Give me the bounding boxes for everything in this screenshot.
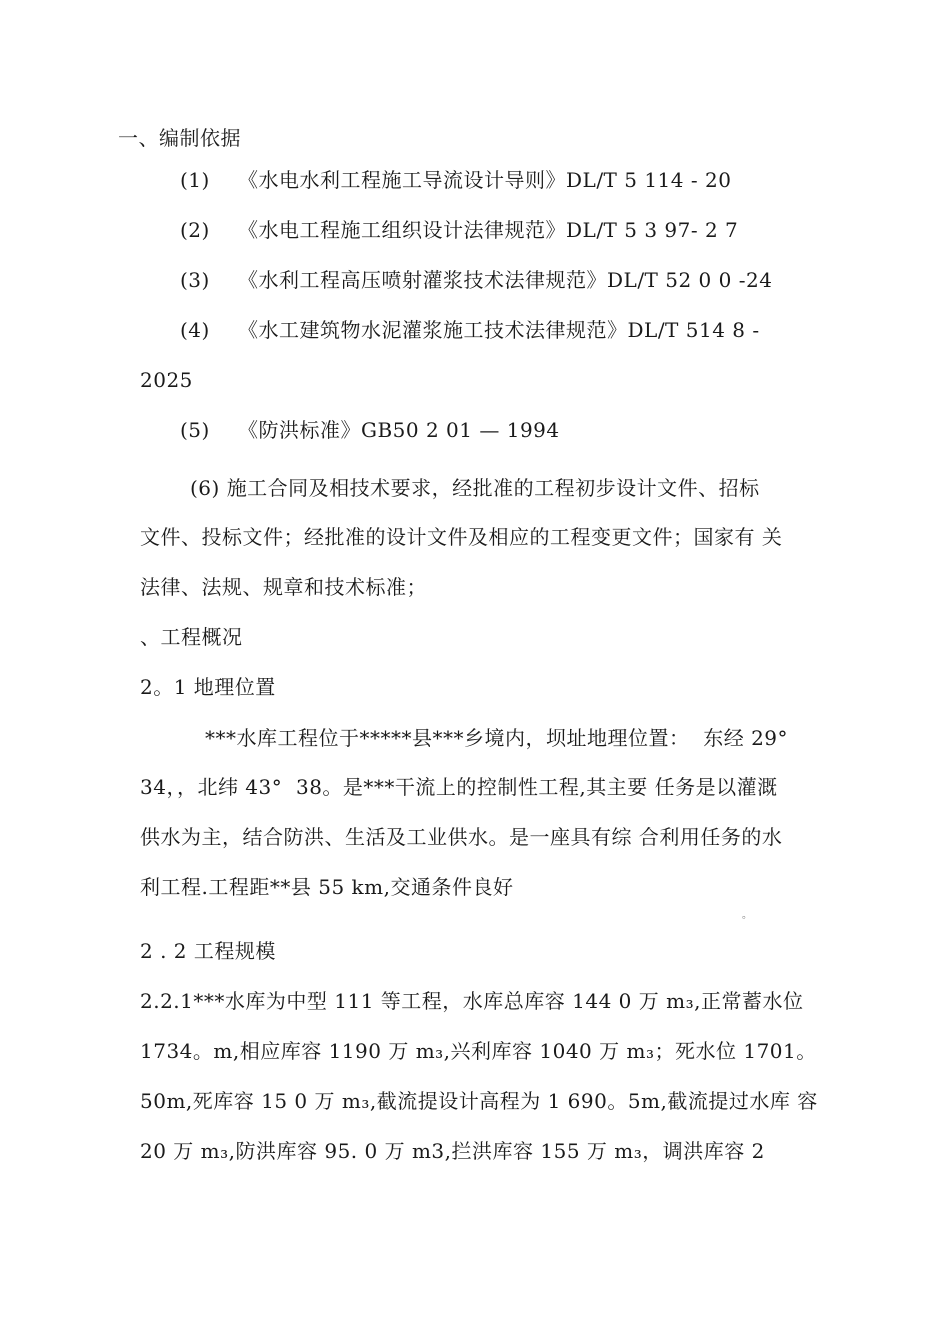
- scale-para-line-2: 1734。m,相应库容 1190 万 m₃,兴利库容 1040 万 m₃；死水位 1701。: [140, 1039, 817, 1063]
- ref-text-5: 《防洪标准》GB50 2 01 — 1994: [238, 418, 560, 442]
- ref-text-3: 《水利工程高压喷射灌浆技术法律规范》DL/T 52 0 0 -24: [238, 268, 773, 292]
- ref-number-5: (5): [180, 418, 210, 442]
- ref-number-2: (2): [180, 218, 210, 242]
- location-para-line-4: 利工程.工程距**县 55 km,交通条件良好: [140, 875, 514, 899]
- section-heading-overview: 、工程概况: [140, 625, 243, 649]
- subsection-heading-location: 2。1 地理位置: [140, 675, 276, 699]
- subsection-heading-scale: 2 . 2 工程规模: [140, 939, 276, 963]
- scale-para-line-3: 50m,死库容 15 0 万 m₃,截流提设计高程为 1 690。5m,截流提过水库 容: [140, 1089, 818, 1113]
- ref-number-4: (4): [180, 318, 210, 342]
- section-heading-basis: 一、编制依据: [118, 126, 241, 150]
- ref-text-2: 《水电工程施工组织设计法律规范》DL/T 5 3 97- 2 7: [238, 218, 739, 242]
- item6-line-3: 法律、法规、规章和技术标准；: [140, 575, 427, 599]
- scale-para-line-4: 20 万 m₃,防洪库容 95. 0 万 m3,拦洪库容 155 万 m₃，调洪库容 2: [140, 1139, 765, 1163]
- ref-text-4-continuation: 2025: [140, 368, 193, 392]
- ref-text-4: 《水工建筑物水泥灌浆施工技术法律规范》DL/T 514 8 -: [238, 318, 760, 342]
- item6-line-2: 文件、投标文件；经批准的设计文件及相应的工程变更文件；国家有 关: [140, 525, 783, 549]
- stray-mark: 。: [742, 910, 752, 921]
- location-para-line-1: ***水库工程位于*****县***乡境内，坝址地理位置： 东经 29°: [205, 726, 789, 750]
- scale-para-line-1: 2.2.1***水库为中型 111 等工程，水库总库容 144 0 万 m₃,正常蓄水位: [140, 989, 804, 1013]
- ref-number-3: (3): [180, 268, 210, 292]
- ref-text-1: 《水电水利工程施工导流设计导则》DL/T 5 114 - 20: [238, 168, 732, 192]
- ref-number-1: (1): [180, 168, 210, 192]
- location-para-line-3: 供水为主，结合防洪、生活及工业供水。是一座具有综 合利用任务的水: [140, 825, 783, 849]
- item6-line-1: (6) 施工合同及相技术要求，经批准的工程初步设计文件、招标: [190, 476, 760, 500]
- location-para-line-2: 34，，北纬 43° 38。是***干流上的控制性工程,其主要 任务是以灌溉: [140, 775, 778, 799]
